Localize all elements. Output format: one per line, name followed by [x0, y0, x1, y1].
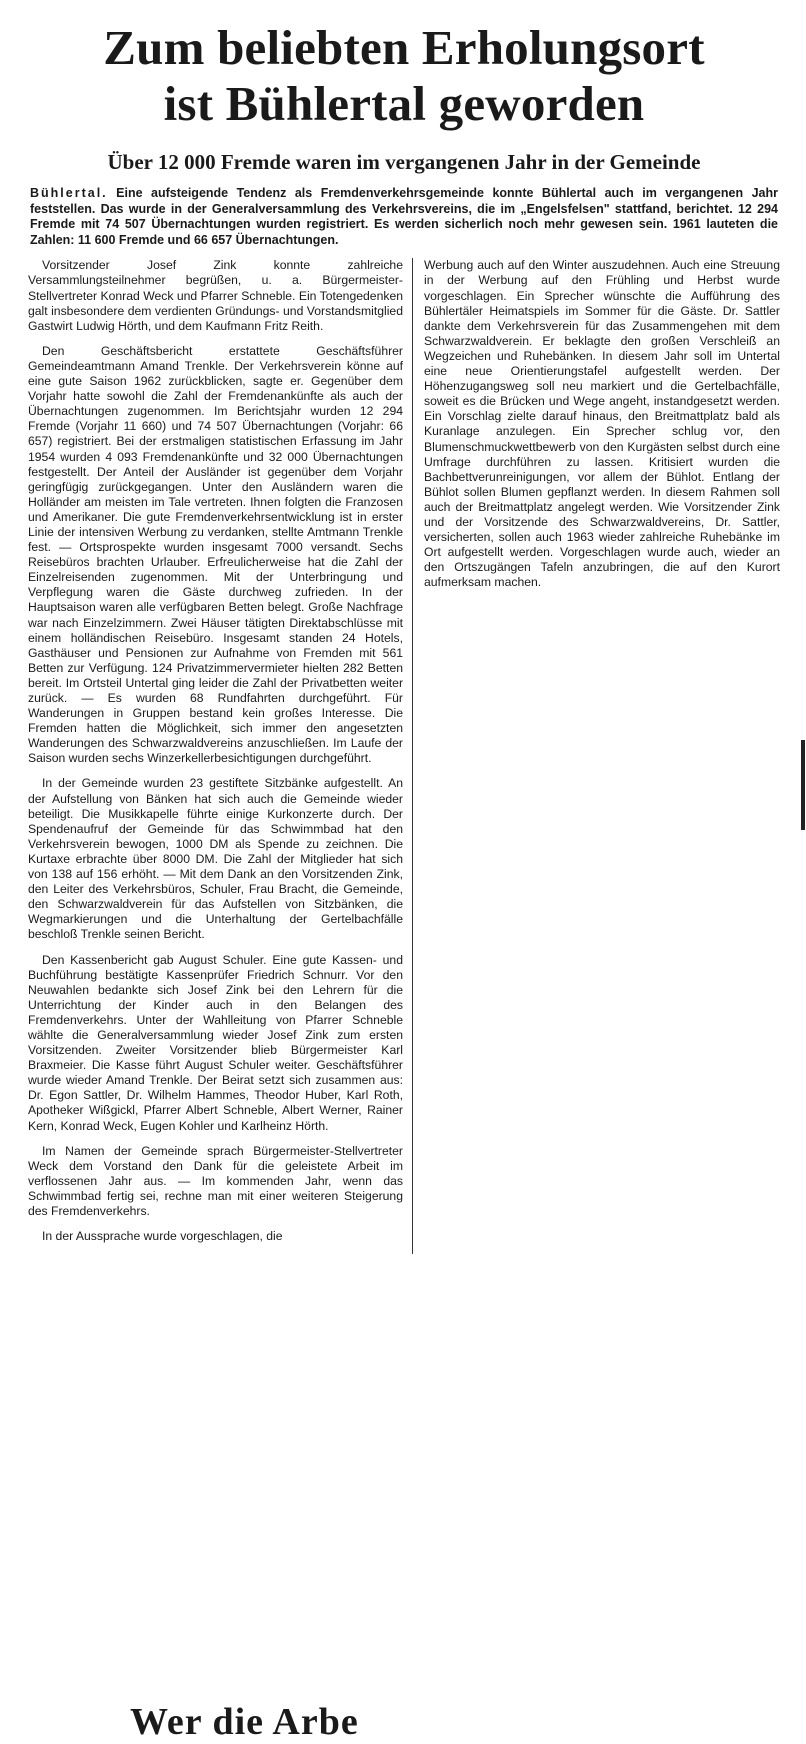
scan-edge-mark — [801, 740, 805, 830]
paragraph: Werbung auch auf den Winter auszudehnen. Auch eine Streuung in der Werbung auf den Frühling und Herbst wurde vorgeschlagen. Ein Sprecher wünschte die Aufführung des Bühlertäler Heimatspiels im Sommer für die Gäste. Dr. Sattler dankte dem Verkehrsverein für das Zusammengehen mit dem Schwarzwaldverein. Er beklagte den großen Verschleiß an Wegzeichen und Ruhebänken. In diesem Jahr soll im Untertal eine neue Orientierungstafel aufgestellt werden. Der Höhenzugangsweg soll neu markiert und die Gertelbachfälle, soweit es die Brücken und Wege angeht, instandgesetzt werden. Ein Vorschlag zielte darauf hinaus, den Breitmattplatz bald als Kuranlage anzulegen. Ein Sprecher schlug vor, den Blumenschmuckwettbewerb von den Kurgästen selbst durch eine Umfrage durchführen zu lassen. Kritisiert wurden die Bachbettverunreinigungen, vor allem der Bühlot. Entlang der Bühlot sollen Blumen gepflanzt werden. In diesem Rahmen soll auch der Breitmattplatz angelegt werden. Wie Vorsitzender Zink und der Vorsitzende des Schwarzwaldvereins, Dr. Sattler, versicherten, sollen auch 1963 wieder zahlreiche Ruhebänke im Ort aufgestellt werden. Vorgeschlagen wurde auch, wieder an den Ortszugängen Tafeln anzubringen, die auf den Kurort aufmerksam machen. — [424, 258, 780, 590]
paragraph: Den Kassenbericht gab August Schuler. Eine gute Kassen- und Buchführung bestätigte Kassenprüfer Friedrich Schnurr. Vor den Neuwahlen bedankte sich Josef Zink bei den Lehrern für die Unterrichtung der Kinder auch in den Belangen des Fremdenverkehrs. Unter der Wahlleitung von Pfarrer Schneble wählte die Generalversammlung wieder Josef Zink zum ersten Vorsitzenden. Zweiter Vorsitzender blieb Bürgermeister Karl Braxmeier. Die Kasse führt August Schuler weiter. Geschäftsführer wurde wieder Amand Trenkle. Der Beirat setzt sich zusammen aus: Dr. Egon Sattler, Dr. Wilhelm Hammes, Theodor Huber, Karl Roth, Apotheker Wißgickl, Pfarrer Albert Schneble, Albert Werner, Rainer Kern, Konrad Weck, Eugen Kohler und Karlheinz Hörth. — [28, 952, 403, 1133]
headline — [28, 20, 780, 132]
lead-text: Eine aufsteigende Tendenz als Fremdenverkehrsgemeinde konnte Bühlertal auch im vergangenen Jahr feststellen. Das wurde in der Generalversammlung des Verkehrsvereins, die im „Engelsfelsen" stattfand, berichtet. 12 294 Fremde mit 74 507 Übernachtungen wurden registriert. Es werden sicherlich noch mehr gewesen sein. 1961 lauteten die Zahlen: 11 600 Fremde und 66 657 Übernachtungen. — [30, 186, 778, 247]
lead-paragraph — [30, 186, 778, 248]
headline-line-1: Zum beliebten Erholungsort — [103, 20, 705, 75]
paragraph: Vorsitzender Josef Zink konnte zahlreiche Versammlungsteilnehmer begrüßen, u. a. Bürgermeister-Stellvertreter Konrad Weck und Pfarrer Schneble. Ein Totengedenken galt insbesondere dem verdienten Gründungs- und Vorstandsmitglied Gastwirt Ludwig Hörth, und dem Kaufmann Fritz Reith. — [28, 258, 403, 333]
article-columns — [28, 258, 780, 1254]
right-column — [413, 258, 780, 600]
dateline-place: Bühlertal. — [30, 186, 108, 200]
paragraph: Den Geschäftsbericht erstattete Geschäftsführer Gemeindeamtmann Amand Trenkle. Der Verkehrsverein könne auf eine gute Saison 1962 zurückblicken, sagte er. Gegenüber dem Vorjahr hatte sowohl die Zahl der Fremdenankünfte als auch der Übernachtungen zugenommen. Im Berichtsjahr wurden 12 294 Fremde (Vorjahr 11 660) und 74 507 Übernachtungen (Vorjahr: 66 657) registriert. Bei der erstmaligen statistischen Erfassung im Jahr 1954 wurden 4 093 Fremdenankünfte und 32 000 Übernachtungen festgestellt. Der Anteil der Ausländer ist gegenüber dem Vorjahr geringfügig zurückgegangen. Unter den Ausländern waren die Holländer am meisten im Tale vertreten. Ihnen folgten die Franzosen und Amerikaner. Die gute Fremdenverkehrsentwicklung ist in erster Linie der intensiven Werbung zu verdanken, stellte Amtmann Trenkle fest. — Ortsprospekte wurden insgesamt 7000 versandt. Sechs Reisebüros brachten Urlauber. Erfreulicherweise hat die Zahl der Einzelreisenden zugenommen. Mit der Unterbringung und Verpflegung waren die Gäste durchweg zufrieden. In der Hauptsaison waren alle verfügbaren Betten belegt. Große Nachfrage war nach Einzelzimmern. Zwei Häuser tätigten Direktabschlüsse mit einem holländischen Reisebüro. Insgesamt standen 24 Hotels, Gasthäuser und Pensionen zur Aufnahme von Fremden mit 561 Betten zur Verfügung. 124 Privatzimmervermieter hielten 282 Betten bereit. Im Ortsteil Untertal ging leider die Zahl der Privatbetten weiter zurück. — Es wurden 68 Rundfahrten durchgeführt. Für Wanderungen in Gruppen bestand kein großes Interesse. Die Fremden hatten die Möglichkeit, sich immer den angesetzten Wanderungen des Schwarzwaldvereins anzuschließen. Im Laufe der Saison wurden sechs Winzerkellerbesichtigungen durchgeführt. — [28, 343, 403, 766]
paragraph: In der Gemeinde wurden 23 gestiftete Sitzbänke aufgestellt. An der Aufstellung von Bänken hat sich auch die Gemeinde wieder beteiligt. Die Musikkapelle führte einige Kurkonzerte durch. Der Spendenaufruf der Gemeinde für das Schwimmbad hat den Verkehrsverein bewogen, 1000 DM als Spende zu zeichnen. Die Kurtaxe erbrachte über 8000 DM. Die Zahl der Mitglieder hat sich von 138 auf 156 erhöht. — Mit dem Dank an den Vorsitzenden Zink, den Leiter des Verkehrsbüros, Schuler, Frau Bracht, die Gemeinde, den Schwarzwaldverein für das Aufstellen von Sitzbänken, die Wegmarkierungen und die Unterhaltung der Gertelbachfälle beschloß Trenkle seinen Bericht. — [28, 776, 403, 942]
paragraph: In der Aussprache wurde vorgeschlagen, die — [42, 1229, 283, 1244]
newspaper-clipping — [28, 20, 780, 1710]
left-column — [28, 258, 413, 1254]
next-article-heading-fragment: Wer die Arbe — [130, 1701, 359, 1743]
subheadline: Über 12 000 Fremde waren im vergangenen Jahr in der Gemeinde — [107, 150, 701, 174]
headline-line-2: ist Bühlertal geworden — [163, 76, 645, 131]
paragraph: Im Namen der Gemeinde sprach Bürgermeister-Stellvertreter Weck dem Vorstand den Dank für die geleistete Arbeit im verflossenen Jahr aus. — Im kommenden Jahr, wenn das Schwimmbad fertig sei, rechne man mit einer weiteren Steigerung des Fremdenverkehrs. — [28, 1143, 403, 1218]
